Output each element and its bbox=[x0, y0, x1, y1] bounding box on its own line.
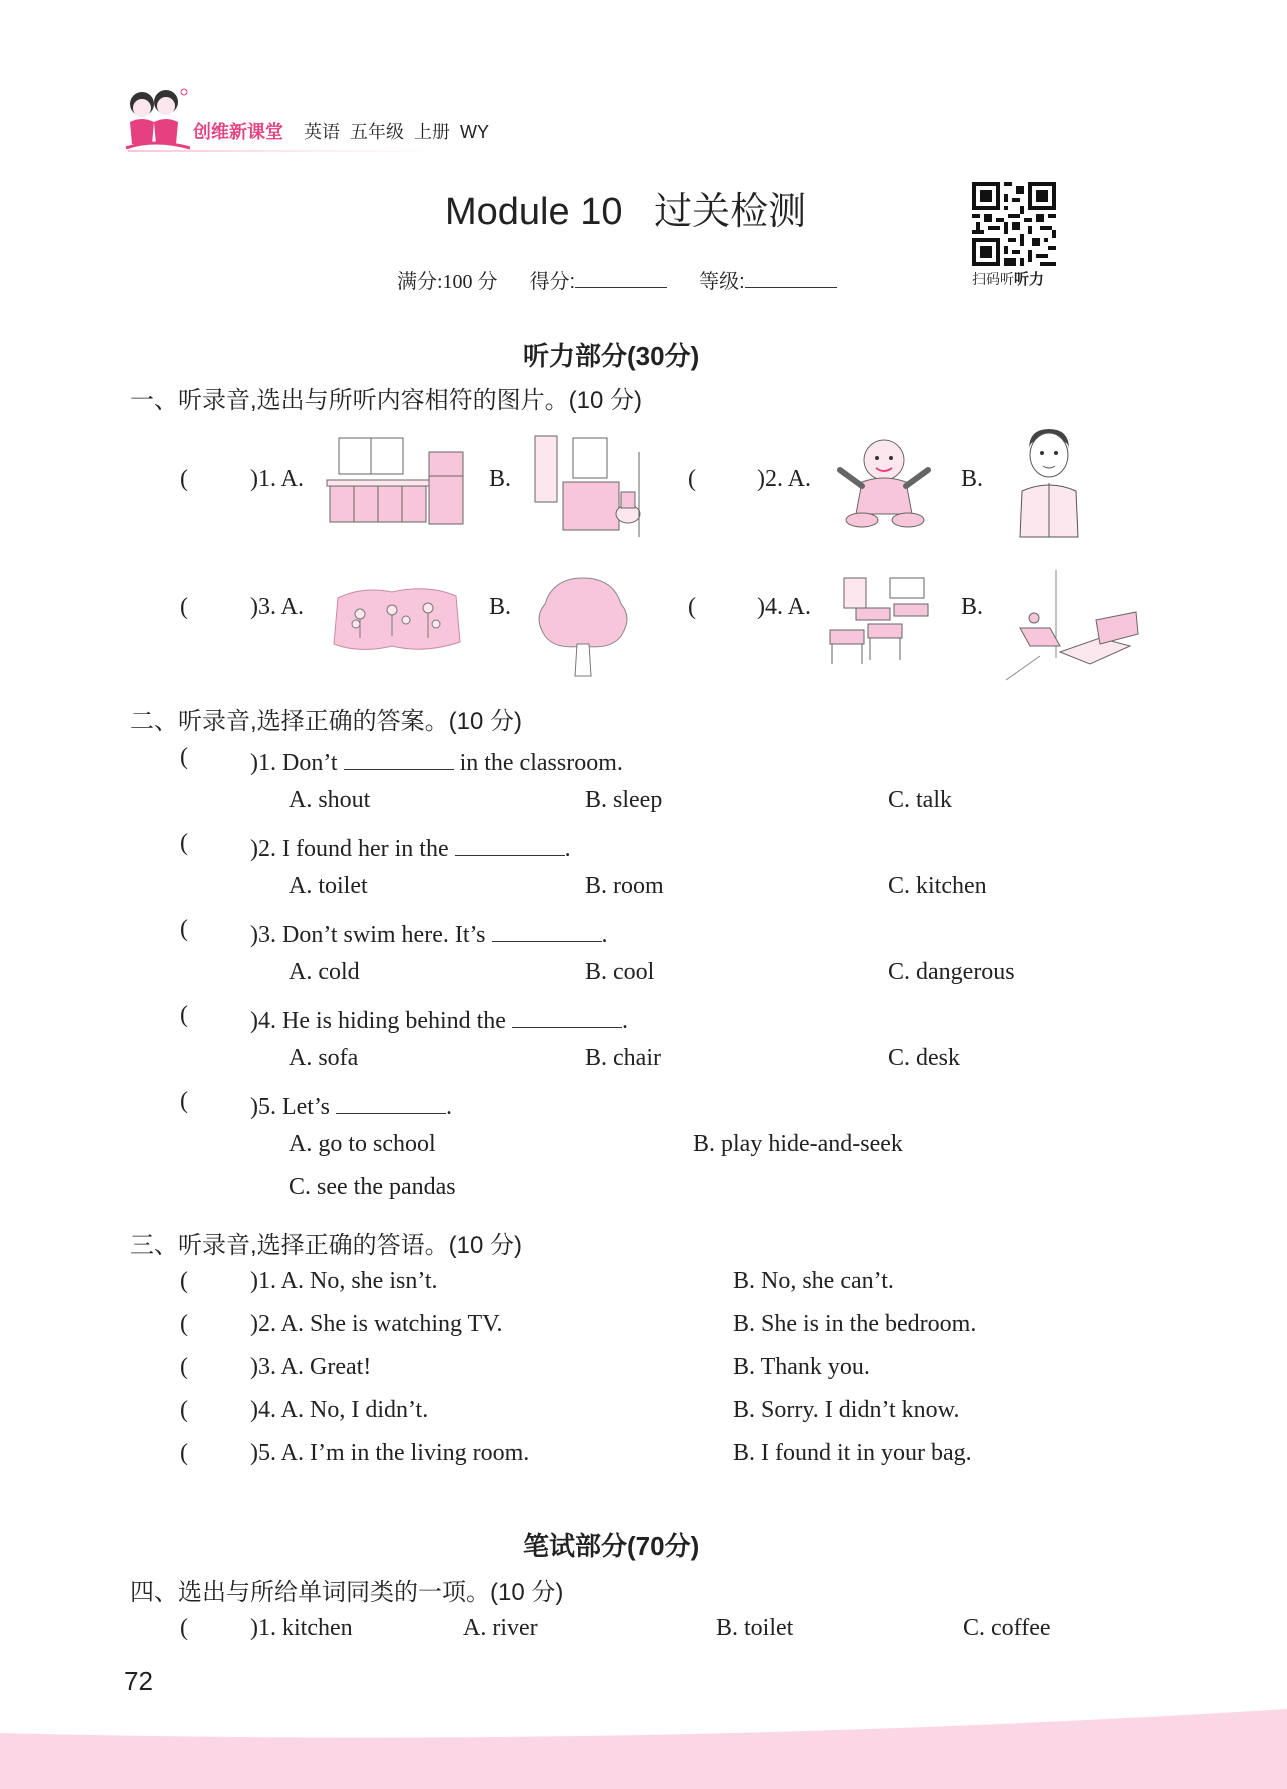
answer-paren[interactable]: ( bbox=[688, 466, 696, 492]
grade-label: 等级: bbox=[699, 271, 745, 293]
option-b[interactable]: B. sleep bbox=[585, 787, 663, 813]
header-rule bbox=[128, 150, 438, 152]
score-label: 得分: bbox=[529, 271, 576, 293]
reply-option-a[interactable]: )1. A. No, she isn’t. bbox=[250, 1268, 438, 1294]
section1-heading: 一、听录音,选出与所听内容相符的图片。(10 分) bbox=[130, 387, 643, 414]
kitchen-illustration[interactable] bbox=[325, 436, 465, 526]
option-a[interactable]: A. sofa bbox=[289, 1045, 359, 1071]
answer-paren[interactable]: ( bbox=[180, 1397, 188, 1423]
option-b[interactable]: B. chair bbox=[585, 1045, 661, 1071]
option-c[interactable]: C. coffee bbox=[963, 1615, 1051, 1641]
bottom-decorative-band bbox=[0, 1709, 1287, 1789]
mascot-logo bbox=[124, 86, 194, 156]
question-row: )5. Let’s . bbox=[250, 1088, 452, 1121]
section2-heading: 二、听录音,选择正确的答案。(10 分) bbox=[130, 708, 523, 735]
option-b[interactable]: B. play hide-and-seek bbox=[693, 1131, 903, 1157]
answer-blank[interactable] bbox=[344, 744, 454, 770]
option-c[interactable]: C. desk bbox=[888, 1045, 960, 1071]
living-room-illustration[interactable] bbox=[1000, 568, 1140, 683]
answer-paren[interactable]: ( bbox=[180, 594, 188, 620]
option-c[interactable]: C. dangerous bbox=[888, 959, 1015, 985]
reply-option-b[interactable]: B. No, she can’t. bbox=[733, 1268, 894, 1294]
pic-question-1: )1. A. bbox=[250, 466, 304, 492]
score-blank[interactable] bbox=[575, 266, 667, 288]
question-row: )2. I found her in the . bbox=[250, 830, 571, 863]
reply-option-b[interactable]: B. Sorry. I didn’t know. bbox=[733, 1397, 960, 1423]
answer-paren[interactable]: ( bbox=[180, 1354, 188, 1380]
answer-paren[interactable]: ( bbox=[180, 916, 188, 942]
reply-option-b[interactable]: B. I found it in your bag. bbox=[733, 1440, 972, 1466]
baby-illustration[interactable] bbox=[832, 434, 937, 529]
reply-option-a[interactable]: )3. A. Great! bbox=[250, 1354, 372, 1380]
pic-question-3: )3. A. bbox=[250, 594, 304, 620]
section3-heading: 三、听录音,选择正确的答语。(10 分) bbox=[130, 1232, 523, 1259]
qr-code-icon bbox=[972, 182, 1056, 266]
answer-paren[interactable]: ( bbox=[180, 1002, 188, 1028]
option-a[interactable]: A. go to school bbox=[289, 1131, 436, 1157]
score-line bbox=[397, 265, 837, 294]
reply-option-a[interactable]: )2. A. She is watching TV. bbox=[250, 1311, 503, 1337]
pic-option-b-1: B. bbox=[489, 466, 512, 492]
option-a[interactable]: A. shout bbox=[289, 787, 371, 813]
section4-heading: 四、选出与所给单词同类的一项。(10 分) bbox=[130, 1579, 564, 1606]
answer-blank[interactable] bbox=[455, 830, 565, 856]
answer-paren[interactable]: ( bbox=[180, 1088, 188, 1114]
grade-blank[interactable] bbox=[745, 266, 837, 288]
option-b[interactable]: B. room bbox=[585, 873, 664, 899]
option-a[interactable]: A. river bbox=[463, 1615, 538, 1641]
answer-paren[interactable]: ( bbox=[180, 1440, 188, 1466]
option-a[interactable]: A. toilet bbox=[289, 873, 368, 899]
answer-blank[interactable] bbox=[512, 1002, 622, 1028]
classroom-illustration[interactable] bbox=[826, 574, 941, 674]
man-illustration[interactable] bbox=[1012, 425, 1087, 540]
answer-paren[interactable]: ( bbox=[180, 1615, 188, 1641]
answer-paren[interactable]: ( bbox=[180, 466, 188, 492]
question-row: )1. Don’t in the classroom. bbox=[250, 744, 623, 777]
pic-question-2: )2. A. bbox=[757, 466, 811, 492]
reply-option-a[interactable]: )5. A. I’m in the living room. bbox=[250, 1440, 530, 1466]
book-meta: 英语 五年级 上册 WY bbox=[304, 122, 490, 142]
writing-title: 笔试部分(70分) bbox=[523, 1531, 700, 1561]
answer-paren[interactable]: ( bbox=[180, 830, 188, 856]
answer-paren[interactable]: ( bbox=[180, 1311, 188, 1337]
pic-question-4: )4. A. bbox=[757, 594, 811, 620]
answer-paren[interactable]: ( bbox=[180, 744, 188, 770]
pic-option-b-4: B. bbox=[961, 594, 984, 620]
listening-title: 听力部分(30分) bbox=[523, 341, 700, 371]
qr-caption: 扫码听听力 bbox=[972, 271, 1045, 288]
pic-option-b-2: B. bbox=[961, 466, 984, 492]
pic-option-b-3: B. bbox=[489, 594, 512, 620]
question-row: )4. He is hiding behind the . bbox=[250, 1002, 628, 1035]
full-score: 满分:100 分 bbox=[397, 271, 498, 293]
option-c[interactable]: C. see the pandas bbox=[289, 1174, 456, 1200]
answer-paren[interactable]: ( bbox=[180, 1268, 188, 1294]
option-b[interactable]: B. cool bbox=[585, 959, 655, 985]
option-c[interactable]: C. talk bbox=[888, 787, 952, 813]
reply-option-b[interactable]: B. Thank you. bbox=[733, 1354, 870, 1380]
brand-name: 创维新课堂 bbox=[193, 122, 283, 142]
flowers-illustration[interactable] bbox=[332, 584, 462, 654]
option-b[interactable]: B. toilet bbox=[716, 1615, 794, 1641]
bathroom-illustration[interactable] bbox=[533, 432, 648, 542]
option-a[interactable]: A. cold bbox=[289, 959, 360, 985]
question-row: )3. Don’t swim here. It’s . bbox=[250, 916, 608, 949]
answer-blank[interactable] bbox=[492, 916, 602, 942]
answer-blank[interactable] bbox=[336, 1088, 446, 1114]
page-title: Module 10 过关检测 bbox=[445, 191, 807, 233]
tree-illustration[interactable] bbox=[533, 574, 633, 679]
answer-paren[interactable]: ( bbox=[688, 594, 696, 620]
page-number: 72 bbox=[124, 1666, 153, 1696]
option-c[interactable]: C. kitchen bbox=[888, 873, 987, 899]
given-word: )1. kitchen bbox=[250, 1615, 353, 1641]
reply-option-b[interactable]: B. She is in the bedroom. bbox=[733, 1311, 977, 1337]
reply-option-a[interactable]: )4. A. No, I didn’t. bbox=[250, 1397, 429, 1423]
